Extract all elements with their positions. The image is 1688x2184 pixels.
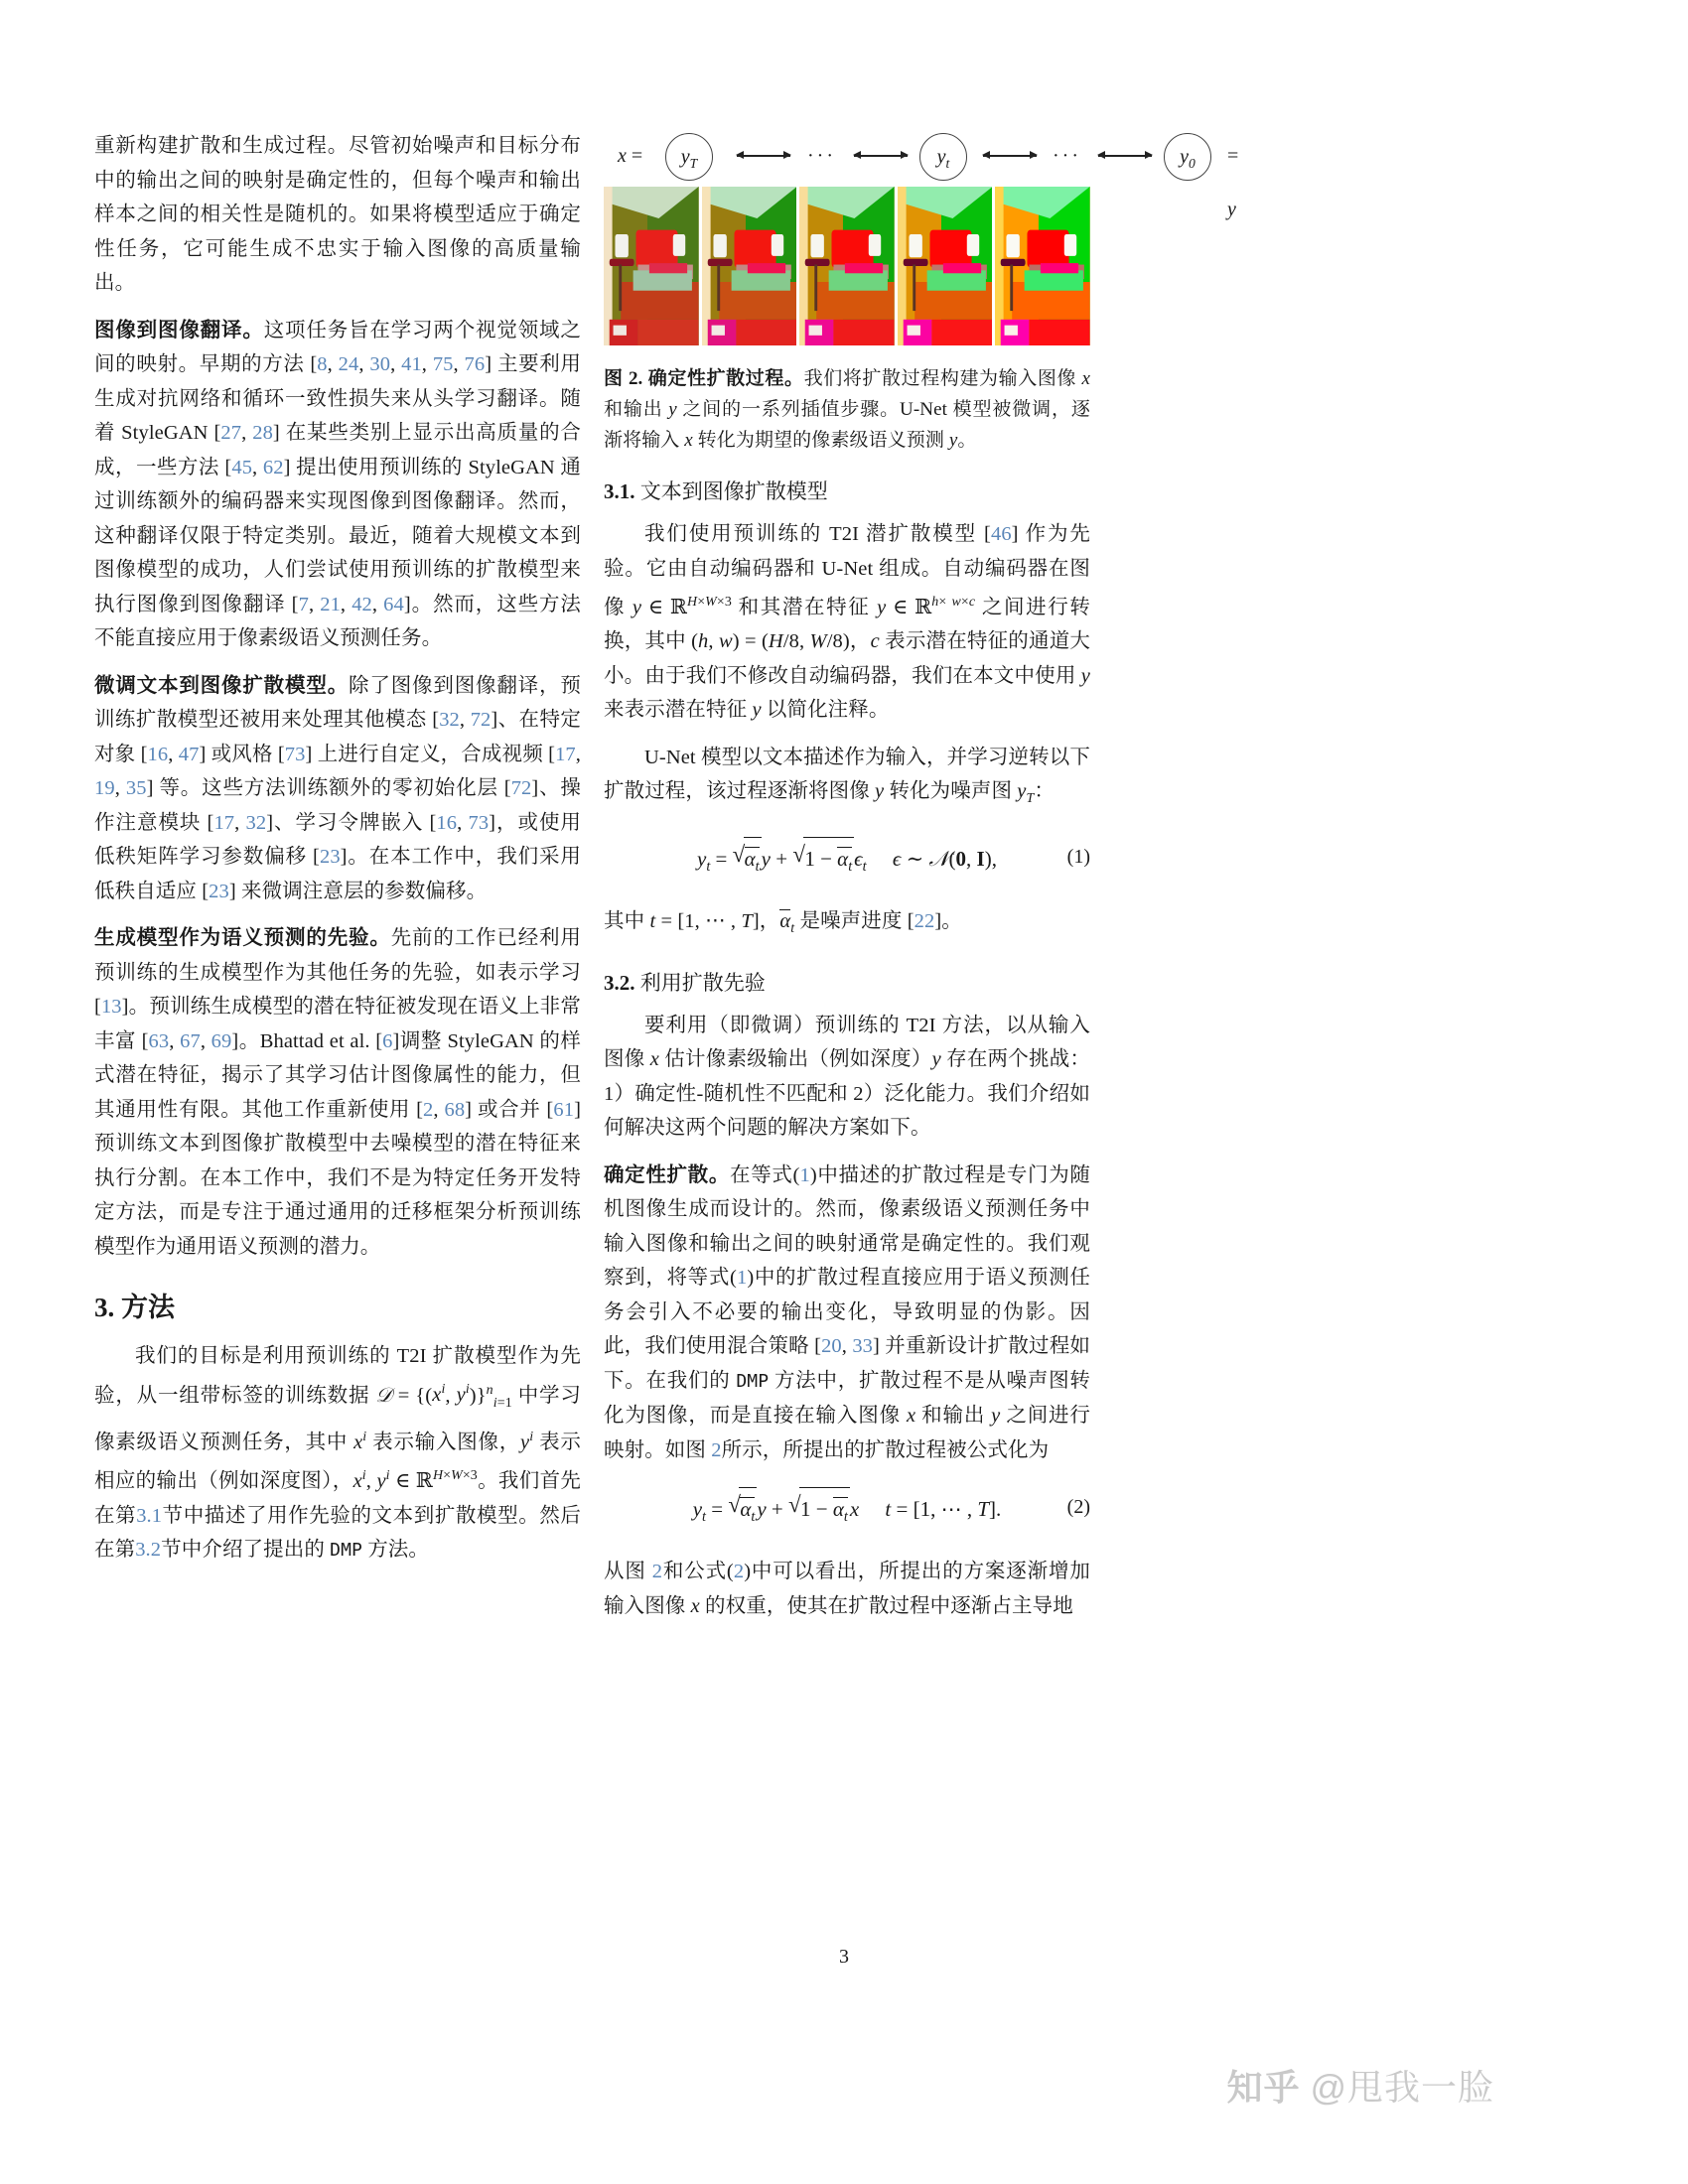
paragraph-intro [94,129,581,301]
diagram-arrow-3 [983,155,1037,157]
citation-68[interactable]: 68 [444,1098,466,1121]
diagram-node-yt: $y_t$ [919,129,967,183]
paragraph-3-1-a: 我们使用预训练的 T2I 潜扩散模型 [46] 作为先验。它由自动编码器和 U-Net 组成。自动编码器在图像 y ∈ ℝ$^{H\times W\times 3}$ 和其潜在特征 y ∈ ℝ$^{h\times w\times c}$ 之间进行转换，其中 (h, w) = (H/8, W/8)，c 表示潜在特征的通道大小。由于我们不修改自动编码器，我们在本文中使用 y 来表示潜在特征 y 以简化注释。 [604,523,1090,722]
paragraph-3-2-a: 要利用（即微调）预训练的 T2I 方法，以从输入图像 x 估计像素级输出（例如深度）y 存在两个挑战：1）确定性-随机性不匹配和 2）泛化能力。我们介绍如何解决这两个问题的解决方案如下。 [604,1014,1090,1140]
paragraph-3-1-c: 其中 t = [1, ⋯ , T]，$\alpha_t$ 是噪声进度 [22]。 [604,910,962,937]
section-number: 3. [94,1293,115,1322]
diagram-node-yT: $y_T$ [665,129,713,183]
citation-8[interactable]: 8 [317,353,328,375]
citation-32b[interactable]: 32 [245,811,267,834]
diagram-arrow-2 [854,155,908,157]
diffusion-chain-diagram [604,129,1239,220]
citation-69[interactable]: 69 [211,1029,232,1052]
figref-2a[interactable]: 2 [711,1438,722,1461]
citation-45[interactable]: 45 [231,456,253,478]
citation-72b[interactable]: 72 [510,777,532,799]
paragraph-img2img: 图像到图像翻译。这项任务旨在学习两个视觉领域之间的映射。早期的方法 [8, 24, 30, 41, 75, 76] 主要利用生成对抗网络和循环一致性损失来从头学习翻译。随着 StyleGAN [27, 28] 在某些类别上显示出高质量的合成，一些方法 [45, 62] 提出使用预训练的 StyleGAN 通过训练额外的编码器来实现图像到图像翻译。然而，这种翻译仅限于特定类别。最近，随着大规模文本到图像模型的成功，人们尝试使用预训练的扩散模型来执行图像到图像翻译 [7, 21, 42, 64]。然而，这些方法不能直接应用于像素级语义预测任务。 [94,319,582,649]
citation-24[interactable]: 24 [338,353,359,375]
paragraph-3-1-b: U-Net 模型以文本描述作为输入，并学习逆转以下扩散过程，该过程逐渐将图像 y 转化为噪声图 $y_T$： [604,746,1090,807]
paragraph-finetune-lead: 微调文本到图像扩散模型。 [94,674,350,697]
citation-16b[interactable]: 16 [436,811,458,834]
paragraph-genprior: 生成模型作为语义预测的先验。先前的工作已经利用预训练的生成模型作为其他任务的先验，如表示学习 [13]。预训练生成模型的潜在特征被发现在语义上非常丰富 [63, 67, 69]。Bhattad et al. [6]调整 StyleGAN 的样式潜在特征，揭示了其学习估计图像属性的能力，但其通用性有限。其他工作重新使用 [2, 68] 或合并 [61] 预训练文本到图像扩散模型中去噪模型的潜在特征来执行分割。在本工作中，我们不是为特定任务开发特定方法，而是专注于通过通用的迁移框架分析预训练模型作为通用语义预测的潜力。 [94,927,582,1258]
equation-1: $y_t$ = √ $\alpha_ty$ + √ $1 - \alpha_t\epsilon_t$ ϵ ∼ 𝒩(0, I), (1) [604,837,1090,887]
citation-22[interactable]: 22 [914,910,935,933]
figure-frame-4 [898,187,993,345]
paragraph-img2img-lead: 图像到图像翻译。 [94,319,264,341]
diagram-x-label: x = [618,145,643,167]
watermark-logo: 知乎 [1226,2067,1301,2108]
citation-62[interactable]: 62 [262,456,284,478]
eqref-2[interactable]: 2 [733,1561,745,1583]
subsection-heading-3-2 [604,967,1090,999]
citation-2[interactable]: 2 [423,1098,434,1121]
figure-frame-3 [799,187,895,345]
citation-32[interactable]: 32 [439,709,460,731]
paragraph-3-2-b-lead: 确定性扩散。 [604,1163,731,1186]
citation-23b[interactable]: 23 [209,880,229,902]
paragraph-3-2-b: 确定性扩散。在等式(1)中描述的扩散过程是专门为随机图像生成而设计的。然而，像素级语义预测任务中输入图像和输出之间的映射通常是确定性的。我们观察到，将等式(1)中的扩散过程直接应用于语义预测任务会引入不必要的输出变化，导致明显的伪影。因此，我们使用混合策略 [20, 33] 并重新设计扩散过程如下。在我们的 DMP 方法中，扩散过程不是从噪声图转化为图像，而是直接在输入图像 x 和输出 y 之间进行映射。如图 2所示，所提出的扩散过程被公式化为 [604,1163,1091,1461]
citation-46[interactable]: 46 [990,523,1012,545]
diagram-y-label: = y [1227,145,1239,220]
right-column [604,129,1239,1636]
page-sheet [94,0,1594,2184]
figref-2b[interactable]: 2 [651,1561,663,1583]
figure-frame-1 [604,187,699,345]
page-number: 3 [839,1946,849,1968]
subsection-3-2-number: 3.2. [604,970,635,995]
citation-27[interactable]: 27 [220,422,242,444]
citation-63[interactable]: 63 [148,1029,170,1052]
diagram-ellipsis-2: ··· [1053,145,1081,167]
citation-35[interactable]: 35 [125,777,147,799]
subsection-heading-3-1 [604,476,1090,507]
citation-61[interactable]: 61 [553,1098,575,1121]
citation-28[interactable]: 28 [252,422,273,444]
citation-73b[interactable]: 73 [468,811,490,834]
left-column [94,129,581,1581]
figure-2 [604,129,1239,456]
paragraph-finetune: 微调文本到图像扩散模型。除了图像到图像翻译，预训练扩散模型还被用来处理其他模态 [32, 72]、在特定对象 [16, 47] 或风格 [73] 上进行自定义，合成视频 [17, 19, 35] 等。这些方法训练额外的零初始化层 [72]、操作注意模块 [17, 32]、学习令牌嵌入 [16, 73]，或使用低秩矩阵学习参数偏移 [23]。在本工作中，我们采用低秩自适应 [23] 来微调注意层的参数偏移。 [94,674,582,902]
citation-20[interactable]: 20 [821,1335,842,1358]
diagram-ellipsis-1: ··· [807,145,836,167]
section-heading-methods [94,1290,581,1325]
watermark-handle: @甩我一脸 [1310,2067,1494,2108]
citation-42[interactable]: 42 [352,593,372,615]
citation-41[interactable]: 41 [401,353,422,375]
citation-17[interactable]: 17 [555,743,576,765]
citation-21[interactable]: 21 [320,593,341,615]
citation-76[interactable]: 76 [464,353,486,375]
figure-frame-2 [702,187,797,345]
eqref-1b[interactable]: 1 [736,1267,748,1290]
eqref-1a[interactable]: 1 [799,1163,810,1186]
citation-73[interactable]: 73 [284,743,306,765]
citation-67[interactable]: 67 [180,1029,201,1052]
section-title: 方法 [121,1293,175,1322]
figure-2-caption: 图 2. 确定性扩散过程。我们将扩散过程构建为输入图像 x 和输出 y 之间的一系列插值步骤。U-Net 模型被微调，逐渐将输入 x 转化为期望的像素级语义预测 y。 [604,368,1090,451]
subsection-3-2-title: 利用扩散先验 [639,970,766,995]
figure-2-caption-bold: 图 2. 确定性扩散过程。 [604,368,804,389]
citation-30[interactable]: 30 [369,353,391,375]
paragraph-3-2-c: 从图 2和公式(2)中可以看出，所提出的方案逐渐增加输入图像 x 的权重，使其在扩散过程中逐渐占主导地 [604,1561,1090,1617]
figure-frame-5 [995,187,1090,345]
diagram-arrow-4 [1098,155,1152,157]
citation-7[interactable]: 7 [298,593,309,615]
paragraph-intro-text: 重新构建扩散和生成过程。尽管初始噪声和目标分布中的输出之间的映射是确定性的，但每个噪声和输出样本之间的相关性是随机的。如果将模型适应于确定性任务，它可能生成不忠实于输入图像的高质量输出。 [94,135,581,294]
citation-33[interactable]: 33 [852,1335,874,1358]
citation-13[interactable]: 13 [100,996,122,1018]
equation-2-number: (2) [1066,1496,1090,1519]
subsection-3-1-number: 3.1. [604,479,635,503]
citation-64[interactable]: 64 [383,593,404,615]
paragraph-methods-body: 我们的目标是利用预训练的 T2I 扩散模型作为先验，从一组带标签的训练数据 𝒟 = {($x^i$, $y^i)\}^n_{i=1}$ 中学习像素级语义预测任务，其中 $x^i$ 表示输入图像，$y^i$ 表示相应的输出（例如深度图），$x^i$, $y^i$ ∈ ℝ$^{H\times W\times 3}$。我们首先在第3.1节中描述了用作先验的文本到扩散模型。然后在第3.2节中介绍了提出的 DMP 方法。 [94,1345,581,1562]
citation-17b[interactable]: 17 [213,811,235,834]
citation-19[interactable]: 19 [94,777,115,799]
watermark [1226,2060,1494,2111]
citation-23[interactable]: 23 [319,846,341,868]
citation-6[interactable]: 6 [382,1029,393,1052]
citation-47[interactable]: 47 [178,743,200,765]
diagram-arrow-1 [737,155,790,157]
crossref-31[interactable]: 3.1 [136,1504,163,1527]
paragraph-genprior-lead: 生成模型作为语义预测的先验。 [94,927,391,949]
citation-75[interactable]: 75 [432,353,454,375]
subsection-3-1-title: 文本到图像扩散模型 [639,479,828,503]
crossref-32[interactable]: 3.2 [135,1539,162,1562]
diagram-node-y0: $y_0$ [1164,129,1211,183]
figure-image-strip [604,187,1090,345]
equation-1-number: (1) [1066,845,1090,868]
citation-16[interactable]: 16 [147,743,169,765]
citation-72[interactable]: 72 [470,709,492,731]
equation-2: $y_t$ = √ $\alpha_ty$ + √ $1 - \alpha_tx$ t = [1, ⋯ , T]. (2) [604,1487,1090,1537]
